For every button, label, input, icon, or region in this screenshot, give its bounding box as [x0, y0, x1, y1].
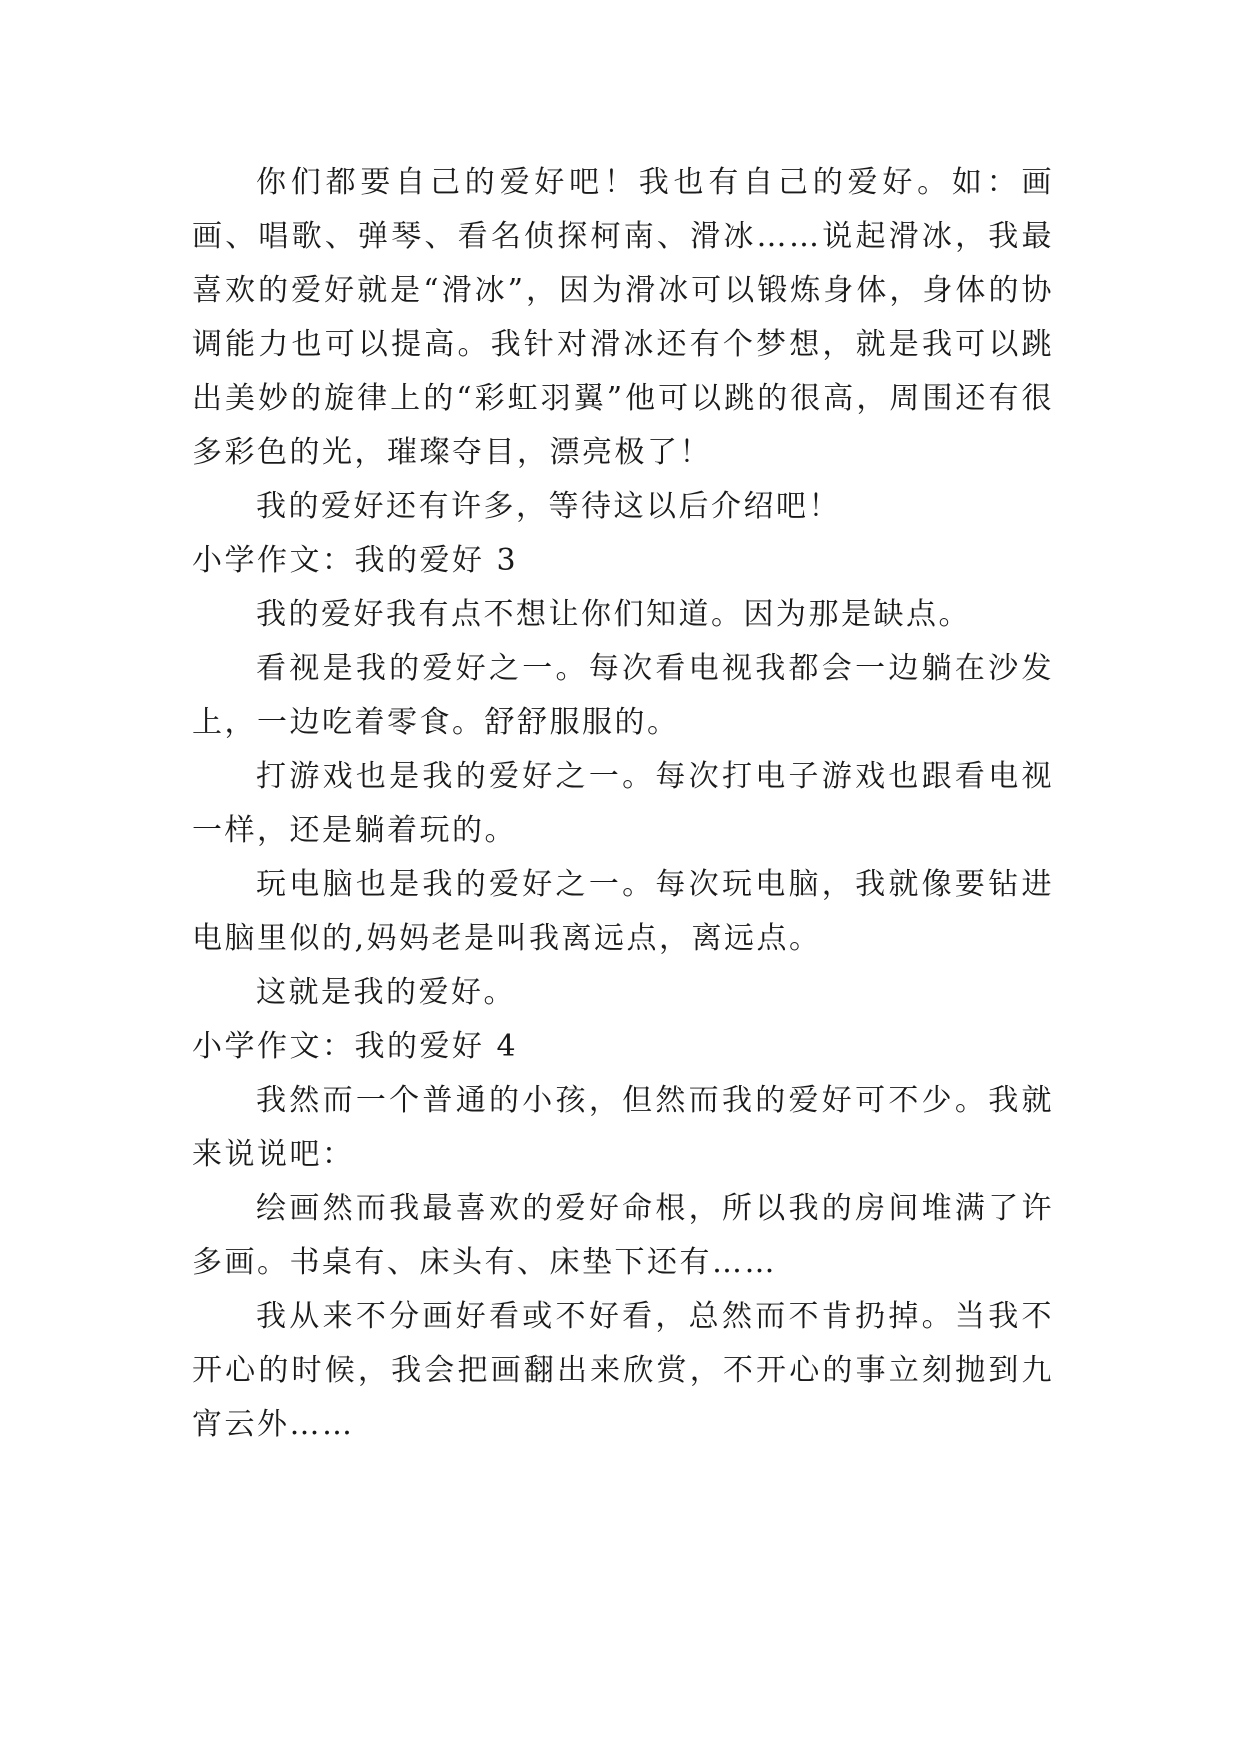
paragraph: 看视是我的爱好之一。每次看电视我都会一边躺在沙发上，一边吃着零食。舒舒服服的。	[192, 651, 1054, 740]
paragraph: 你们都要自己的爱好吧！我也有自己的爱好。如：画画、唱歌、弹琴、看名侦探柯南、滑冰……说起滑冰，我最喜欢的爱好就是“滑冰”，因为滑冰可以锻炼身体，身体的协调能力也可以提高。我针对滑冰还有个梦想，就是我可以跳出美妙的旋律上的“彩虹羽翼”他可以跳的很高，周围还有很多彩色的光，璀璨夺目，漂亮极了！	[192, 165, 1054, 470]
section-heading: 小学作文：我的爱好 4	[192, 1029, 519, 1064]
paragraph: 我的爱好还有许多，等待这以后介绍吧！	[256, 489, 841, 524]
paragraph: 玩电脑也是我的爱好之一。每次玩电脑，我就像要钻进电脑里似的,妈妈老是叫我离远点，离远点。	[192, 867, 1054, 956]
paragraph: 我从来不分画好看或不好看，总然而不肯扔掉。当我不开心的时候，我会把画翻出来欣赏，不开心的事立刻抛到九宵云外……	[192, 1299, 1054, 1442]
section-heading: 小学作文：我的爱好 3	[192, 543, 519, 578]
document-body	[192, 156, 1054, 1452]
paragraph: 打游戏也是我的爱好之一。每次打电子游戏也跟看电视一样，还是躺着玩的。	[192, 759, 1054, 848]
paragraph: 这就是我的爱好。	[256, 975, 516, 1010]
paragraph: 绘画然而我最喜欢的爱好命根，所以我的房间堆满了许多画。书桌有、床头有、床垫下还有……	[192, 1191, 1054, 1280]
paragraph: 我的爱好我有点不想让你们知道。因为那是缺点。	[256, 597, 971, 632]
paragraph: 我然而一个普通的小孩，但然而我的爱好可不少。我就来说说吧：	[192, 1083, 1054, 1172]
